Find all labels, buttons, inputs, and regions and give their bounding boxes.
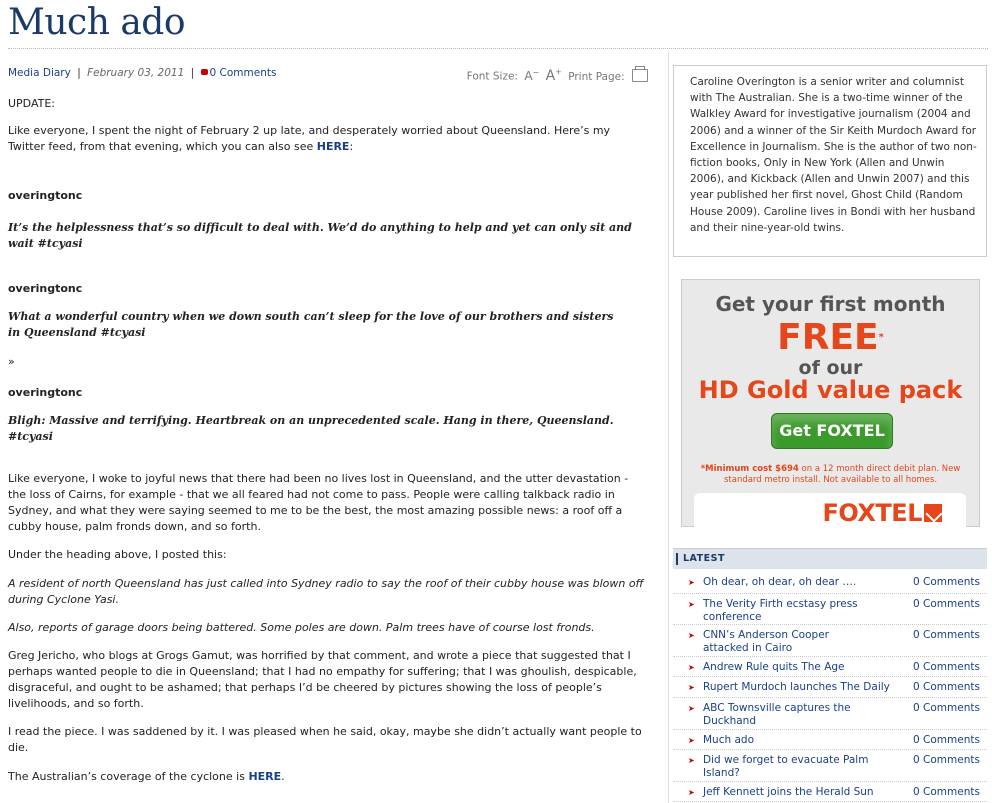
arrow-icon: ➤ xyxy=(688,683,695,692)
comment-icon xyxy=(201,69,208,75)
list-item xyxy=(673,698,987,730)
arrow-icon: ➤ xyxy=(688,631,695,640)
latest-panel xyxy=(673,548,987,802)
latest-item-link[interactable]: Did we forget to evacuate Palm Island? xyxy=(703,754,869,779)
get-foxtel-button[interactable]: Get FOXTEL xyxy=(771,413,893,449)
author-bio: Caroline Overington is a senior writer and columnist with The Australian. She is a two-time winner of the Walkley Award for investigative journalism (2004 and 2006) and a winner of the Sir Keith Murdoch Award for Excellence in Journalism. She is the author of two non-fiction books, Only in New York (Allen and Unwin 2006), and Kickback (Allen and Unwin 2007) and this year published her first novel, Ghost Child (Random House 2009). Caroline lives in Bondi with her husband and their nine-year-old twins. xyxy=(690,76,977,234)
list-item xyxy=(673,677,987,698)
arrow-icon: ➤ xyxy=(688,663,695,672)
tweet-text: Bligh: Massive and terrifying. Heartbreak on an unprecedented scale. Hang in there, Queensland. #tcyasi xyxy=(8,414,614,443)
latest-item-comments[interactable]: 0 Comments xyxy=(913,734,980,746)
list-item xyxy=(673,750,987,782)
arrow-icon: ➤ xyxy=(688,600,695,609)
latest-item-comments[interactable]: 0 Comments xyxy=(913,598,980,610)
latest-item-link[interactable]: Andrew Rule quits The Age xyxy=(703,661,845,673)
article-paragraph: Like everyone, I woke to joyful news that there had been no lives lost in Queensland, and the utter devastation - the loss of Cairns, for example - that we all feared had not come to pass. People were calling talkback radio in Sydney, and what they were saying seemed to me to be the best, the most amazing possible news: a roof off a cubby house, palm fronds down, and so forth. xyxy=(8,472,629,533)
ad-headline: Get your first month xyxy=(715,292,946,316)
printer-icon[interactable] xyxy=(632,69,648,82)
update-label: UPDATE: xyxy=(8,97,56,110)
tweet-user: overingtonc xyxy=(8,282,83,295)
list-item xyxy=(673,657,987,677)
foxtel-ad[interactable] xyxy=(681,279,980,527)
latest-item-comments[interactable]: 0 Comments xyxy=(913,702,980,714)
quoted-paragraph: A resident of north Queensland has just called into Sydney radio to say the roof of their cubby house was blown off during Cyclone Yasi. xyxy=(8,577,644,606)
font-larger-button[interactable]: A+ xyxy=(545,67,562,84)
quoted-paragraph: Also, reports of garage doors being battered. Some poles are down. Palm trees have of course lost fronds. xyxy=(8,621,595,634)
list-item xyxy=(673,730,987,750)
arrow-icon: ➤ xyxy=(688,756,695,765)
arrow-icon: ➤ xyxy=(688,788,695,797)
font-size-label: Font Size: xyxy=(466,70,518,83)
article-paragraph: The Australian’s coverage of the cyclone is HERE. xyxy=(8,770,285,783)
latest-item-link[interactable]: The Verity Firth ecstasy press conference xyxy=(703,598,858,623)
latest-heading: LATEST xyxy=(673,548,987,569)
latest-item-link[interactable]: ABC Townsville captures the Duckhand xyxy=(703,702,851,727)
list-item xyxy=(673,782,987,802)
latest-item-comments[interactable]: 0 Comments xyxy=(913,754,980,766)
twitter-feed-link[interactable]: HERE xyxy=(316,140,350,153)
post-date: February 03, 2011 xyxy=(87,67,185,79)
list-item xyxy=(673,625,987,657)
article-paragraph: Like everyone, I spent the night of February 2 up late, and desperately worried about Queensland. Here’s my Twitter feed, from that evening, which you can also see HERE: xyxy=(8,124,611,153)
quote-mark: » xyxy=(8,355,15,368)
tweet-user: overingtonc xyxy=(8,189,83,202)
article-paragraph: Under the heading above, I posted this: xyxy=(8,548,227,561)
category-link[interactable]: Media Diary xyxy=(8,67,71,79)
ad-logo-panel xyxy=(694,493,966,528)
comments-link[interactable]: 0 Comments xyxy=(209,67,277,79)
latest-item-link[interactable]: CNN’s Anderson Cooper attacked in Cairo xyxy=(703,629,829,654)
tweet-text: What a wonderful country when we down south can’t sleep for the love of our brothers and sisters in Queensland #tcyasi xyxy=(8,310,614,339)
post-meta xyxy=(8,67,648,83)
latest-item-comments[interactable]: 0 Comments xyxy=(913,576,980,588)
page-title: Much ado xyxy=(8,2,186,43)
tweet-text: It’s the helplessness that’s so difficult to deal with. We’d do anything to help and yet can only sit and wait #tcyasi xyxy=(8,221,632,250)
tweet-user: overingtonc xyxy=(8,386,83,399)
latest-item-comments[interactable]: 0 Comments xyxy=(913,661,980,673)
list-item xyxy=(673,594,987,625)
font-smaller-button[interactable]: A− xyxy=(524,67,540,83)
arrow-icon: ➤ xyxy=(688,578,695,587)
foxtel-logo-icon xyxy=(924,504,942,522)
ad-fine-print: *Minimum cost $694 on a 12 month direct debit plan. New standard metro install. Not available to all homes. xyxy=(700,464,961,485)
ad-package: HD Gold value pack xyxy=(698,376,963,404)
latest-item-link[interactable]: Jeff Kennett joins the Herald Sun xyxy=(703,786,874,798)
latest-item-link[interactable]: Rupert Murdoch launches The Daily xyxy=(703,681,890,693)
latest-item-link[interactable]: Much ado xyxy=(703,734,755,746)
article-paragraph: Greg Jericho, who blogs at Grogs Gamut, was horrified by that comment, and wrote a piece that suggested that I perhaps wanted people to die in Queensland; that I had no empathy for suffering; that I was ghoulish, despicable, disgraceful, and ought to be ashamed; that perhaps I’d be cheered by pictures showing the loss of people’s livelihoods, and so forth. xyxy=(8,649,637,710)
column-divider xyxy=(668,52,669,803)
latest-item-comments[interactable]: 0 Comments xyxy=(913,681,980,693)
ad-subline: of our xyxy=(798,357,863,379)
meta-separator: | xyxy=(190,67,195,79)
arrow-icon: ➤ xyxy=(688,704,695,713)
title-divider xyxy=(8,48,988,49)
article-paragraph: I read the piece. I was saddened by it. I was pleased when he said, okay, maybe she didn’t actually want people to die. xyxy=(8,725,642,754)
arrow-icon: ➤ xyxy=(688,736,695,745)
latest-item-comments[interactable]: 0 Comments xyxy=(913,786,980,798)
print-label: Print Page: xyxy=(568,70,625,83)
latest-item-link[interactable]: Oh dear, oh dear, oh dear …. xyxy=(703,576,857,588)
foxtel-logo: FOXTEL xyxy=(822,499,942,527)
page-tools xyxy=(467,67,648,84)
meta-separator: | xyxy=(77,67,81,79)
coverage-link[interactable]: HERE xyxy=(248,770,282,783)
list-item xyxy=(673,574,987,594)
author-bio-box xyxy=(673,65,987,257)
ad-free: FREE* xyxy=(777,317,884,358)
latest-list xyxy=(673,574,987,802)
latest-item-comments[interactable]: 0 Comments xyxy=(913,629,980,641)
